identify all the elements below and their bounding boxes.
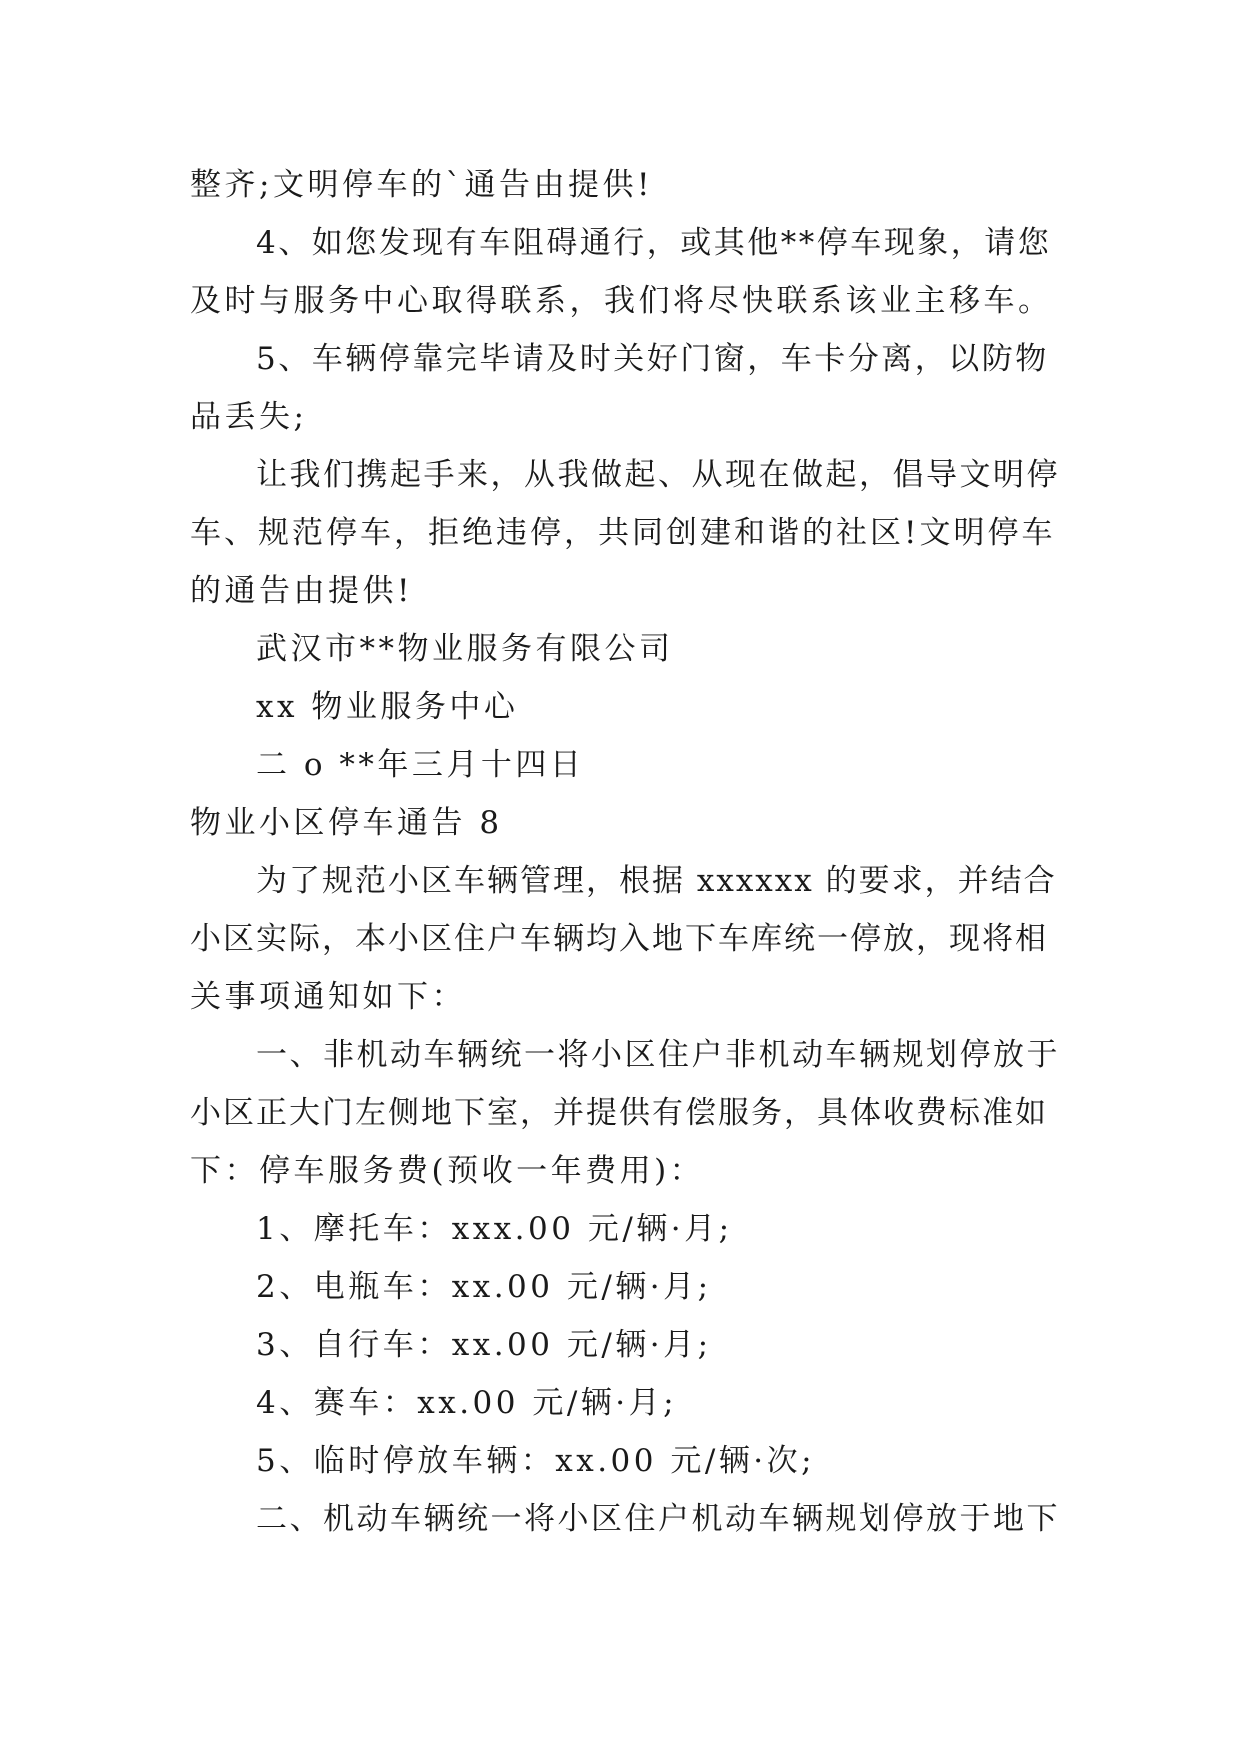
section-title: 物业小区停车通告 8: [190, 805, 503, 841]
body-text-line: 小区正大门左侧地下室，并提供有偿服务，具体收费标准如: [190, 1095, 1048, 1131]
body-text-line: 整齐;文明停车的`通告由提供!: [190, 167, 653, 203]
body-text-line: 小区实际，本小区住户车辆均入地下车库统一停放，现将相: [190, 921, 1048, 957]
fee-item: 4、赛车：xx.00 元/辆·月;: [256, 1385, 678, 1421]
body-text-line: 下：停车服务费(预收一年费用)：: [190, 1153, 705, 1189]
company-name: 武汉市**物业服务有限公司: [256, 631, 674, 667]
body-text-line: 一、非机动车辆统一将小区住户非机动车辆规划停放于: [256, 1037, 1060, 1073]
body-text-line: 为了规范小区车辆管理，根据 xxxxxx 的要求，并结合: [256, 863, 1057, 899]
body-text-line: 二、机动车辆统一将小区住户机动车辆规划停放于地下: [256, 1501, 1060, 1537]
body-text-line: 品丢失;: [190, 399, 308, 435]
body-text-line: 的通告由提供!: [190, 573, 413, 609]
body-text-line: 关事项通知如下：: [190, 979, 466, 1015]
notice-date: 二 o **年三月十四日: [256, 747, 585, 783]
body-text-line: 4、如您发现有车阻碍通行，或其他**停车现象，请您: [256, 225, 1052, 261]
service-center-name: xx 物业服务中心: [256, 689, 519, 725]
body-text-line: 5、车辆停靠完毕请及时关好门窗，车卡分离，以防物: [256, 341, 1049, 377]
body-text-line: 车、规范停车，拒绝违停，共同创建和谐的社区!文明停车: [190, 515, 1056, 551]
body-text-line: 及时与服务中心取得联系，我们将尽快联系该业主移车。: [190, 283, 1053, 319]
fee-item: 2、电瓶车：xx.00 元/辆·月;: [256, 1269, 712, 1305]
fee-item: 5、临时停放车辆：xx.00 元/辆·次;: [256, 1443, 816, 1479]
fee-item: 1、摩托车：xxx.00 元/辆·月;: [256, 1211, 733, 1247]
fee-item: 3、自行车：xx.00 元/辆·月;: [256, 1327, 712, 1363]
body-text-line: 让我们携起手来，从我做起、从现在做起，倡导文明停: [256, 457, 1060, 493]
